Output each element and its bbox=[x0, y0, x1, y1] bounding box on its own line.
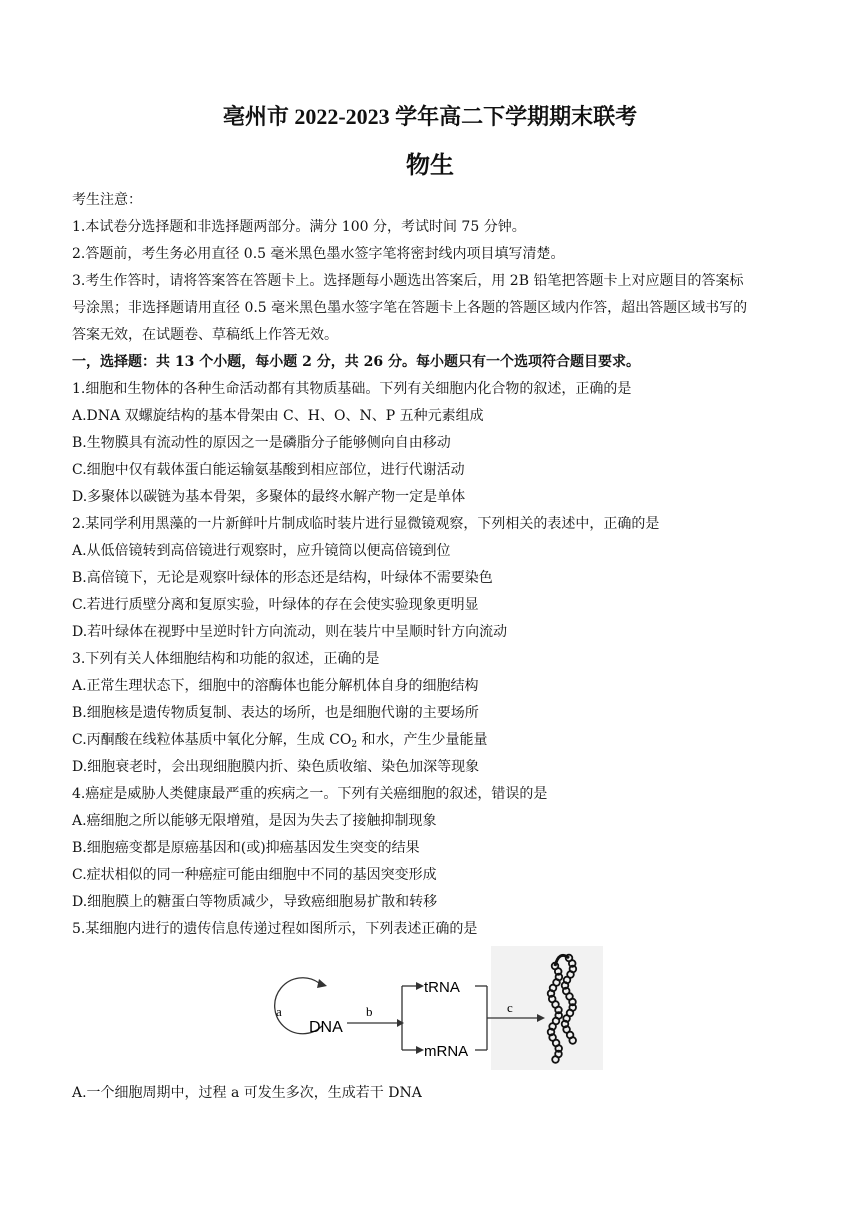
label-mrna: mRNA bbox=[424, 1043, 469, 1060]
q5-stem: 5.某细胞内进行的遗传信息传递过程如图所示，下列表述正确的是 bbox=[72, 921, 478, 937]
transcription-arrowhead bbox=[397, 1019, 404, 1027]
notice-heading: 考生注意： bbox=[72, 192, 142, 208]
q3-option-c-tail: 和水，产生少量能量 bbox=[357, 732, 488, 748]
exam-subject: 物生 bbox=[406, 153, 454, 179]
q2-option-b: B.高倍镜下，无论是观察叶绿体的形态还是结构，叶绿体不需要染色 bbox=[72, 570, 493, 586]
trna-arrowhead bbox=[416, 982, 424, 990]
label-trna: tRNA bbox=[424, 979, 460, 996]
q1-option-d: D.多聚体以碳链为基本骨架，多聚体的最终水解产物一定是单体 bbox=[72, 489, 466, 505]
q3-option-c-subscript: 2 bbox=[351, 740, 358, 750]
q3-stem: 3.下列有关人体细胞结构和功能的叙述，正确的是 bbox=[72, 651, 380, 667]
q1-option-a: A.DNA 双螺旋结构的基本骨架由 C、H、O、N、P 五种元素组成 bbox=[72, 408, 484, 424]
label-dna: DNA bbox=[309, 1019, 343, 1036]
q4-stem: 4.癌症是威胁人类健康最严重的疾病之一。下列有关癌细胞的叙述，错误的是 bbox=[72, 786, 548, 802]
q2-option-a: A.从低倍镜转到高倍镜进行观察时，应升镜筒以便高倍镜到位 bbox=[72, 543, 451, 559]
notice-item-1: 1.本试卷分选择题和非选择题两部分。满分 100 分，考试时间 75 分钟。 bbox=[72, 219, 526, 235]
q3-option-a: A.正常生理状态下，细胞中的溶酶体也能分解机体自身的细胞结构 bbox=[72, 678, 479, 694]
notice-item-3b: 号涂黑；非选择题请用直径 0.5 毫米黑色墨水签字笔在答题卡上各题的答题区域内作答，超出答题区域书写的 bbox=[72, 300, 748, 316]
section-heading: 一，选择题：共 13 个小题，每小题 2 分，共 26 分。每小题只有一个选项符合题目要求。 bbox=[72, 354, 640, 370]
notice-item-3a: 3.考生作答时，请将答案答在答题卡上。选择题每小题选出答案后，用 2B 铅笔把答题卡上对应题目的答案标 bbox=[72, 273, 744, 289]
genetic-info-diagram bbox=[267, 946, 603, 1070]
q4-option-b: B.细胞癌变都是原癌基因和(或)抑癌基因发生突变的结果 bbox=[72, 840, 420, 856]
q1-option-c: C.细胞中仅有载体蛋白能运输氨基酸到相应部位，进行代谢活动 bbox=[72, 462, 465, 478]
q5-option-a: A.一个细胞周期中，过程 a 可发生多次，生成若干 DNA bbox=[72, 1085, 422, 1101]
q2-stem: 2.某同学利用黑藻的一片新鲜叶片制成临时装片进行显微镜观察，下列相关的表述中，正确的是 bbox=[72, 516, 660, 532]
replication-arrowhead bbox=[317, 979, 327, 988]
q2-option-c: C.若进行质壁分离和复原实验，叶绿体的存在会使实验现象更明显 bbox=[72, 597, 479, 613]
q1-option-b: B.生物膜具有流动性的原因之一是磷脂分子能够侧向自由移动 bbox=[72, 435, 451, 451]
q3-option-c-text: C.丙酮酸在线粒体基质中氧化分解，生成 CO bbox=[72, 732, 352, 748]
mrna-arrowhead bbox=[416, 1046, 424, 1054]
notice-item-3c: 答案无效，在试题卷、草稿纸上作答无效。 bbox=[72, 327, 338, 343]
q4-option-c: C.症状相似的同一种癌症可能由细胞中不同的基因突变形成 bbox=[72, 867, 437, 883]
q1-stem: 1.细胞和生物体的各种生命活动都有其物质基础。下列有关细胞内化合物的叙述，正确的是 bbox=[72, 381, 632, 397]
label-a: a bbox=[276, 1004, 282, 1019]
exam-title: 亳州市 2022-2023 学年高二下学期期末联考 bbox=[222, 104, 638, 129]
q3-option-c bbox=[72, 730, 488, 755]
q4-option-a: A.癌细胞之所以能够无限增殖，是因为失去了接触抑制现象 bbox=[72, 813, 437, 829]
q3-option-b: B.细胞核是遗传物质复制、表达的场所，也是细胞代谢的主要场所 bbox=[72, 705, 479, 721]
label-b: b bbox=[366, 1004, 373, 1019]
q2-option-d: D.若叶绿体在视野中呈逆时针方向流动，则在装片中呈顺时针方向流动 bbox=[72, 624, 508, 640]
q3-option-d: D.细胞衰老时，会出现细胞膜内折、染色质收缩、染色加深等现象 bbox=[72, 759, 480, 775]
notice-item-2: 2.答题前，考生务必用直径 0.5 毫米黑色墨水签字笔将密封线内项目填写清楚。 bbox=[72, 246, 565, 262]
label-c: c bbox=[507, 1000, 513, 1015]
q4-option-d: D.细胞膜上的糖蛋白等物质减少，导致癌细胞易扩散和转移 bbox=[72, 894, 438, 910]
